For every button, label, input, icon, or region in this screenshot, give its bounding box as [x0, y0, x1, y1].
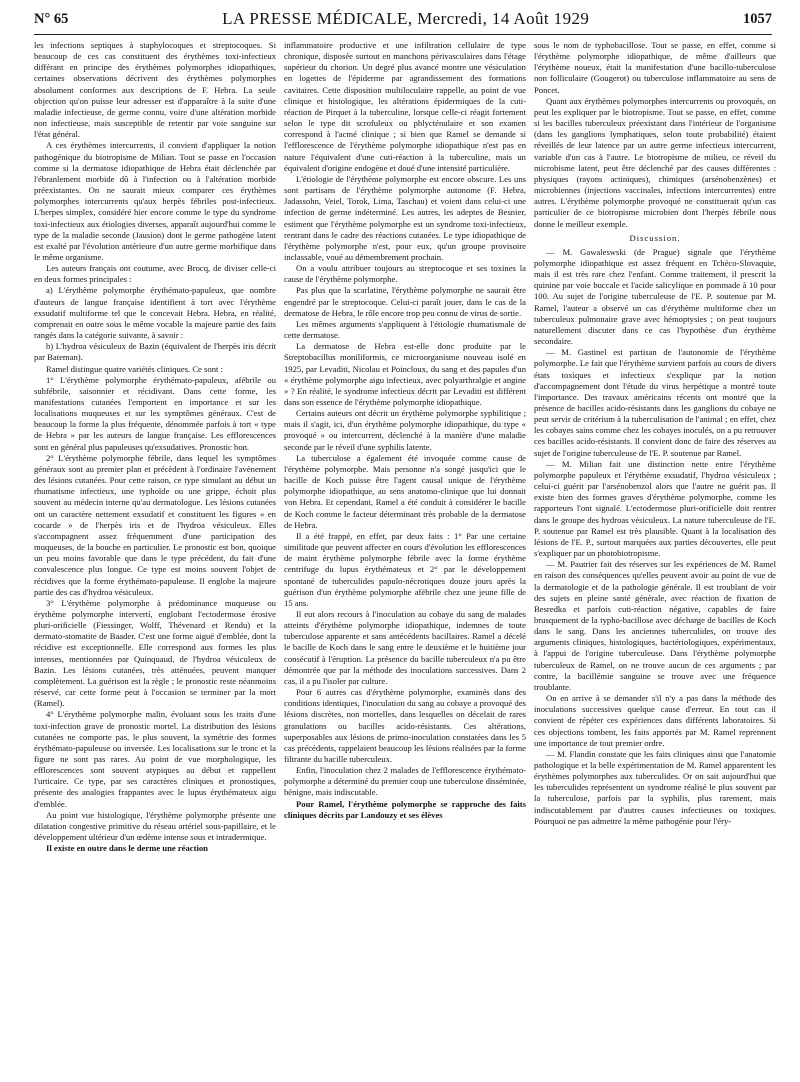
paragraph: On a voulu attribuer toujours au streptocoque et ses toxines la cause de l'érythème polymorphe.: [284, 263, 526, 285]
paragraph: Il a été frappé, en effet, par deux faits : 1° Par une certaine similitude que peuvent affecter en cours d'évolution les efflorescences de maint érythème polymorphe fébrile avec la forme érythème centrifuge du lupus érythémateux et 2° par le développement spontané de tuberculides papulo-nécrotiques douze jours après la guérison d'un érythème polymorphe afébrile chez une jeune fille de 15 ans.: [284, 530, 526, 608]
paragraph: Quant aux érythèmes polymorphes intercurrents ou provoqués, on peut les expliquer par le biotropisme. Tout se passe, en effet, comme si les bacilles tuberculeux préexistant dans l'intérieur de l'organisme (dans les ganglions lymphatiques, selon toute probabilité) étaient réveillés de leur latence par un autre germe infectieux intercurrent, variable d'un cas à l'autre. Le biotropisme de milieu, ce réveil du microbisme latent, peut être déclenché par des causes différentes : physiques (rayons actiniques), chimiques (arsénobenzènes) et microbiennes (injections vaccinales, infections intercurrentes) entre autres. L'érythème polymorphe provoqué ne constituerait qu'un cas particulier de ce biotropisme microbien dont l'herpès fébrile nous donne le meilleur exemple.: [534, 95, 776, 229]
paragraph: Ramel distingue quatre variétés cliniques. Ce sont :: [46, 363, 223, 374]
paragraph: Pour 6 autres cas d'érythème polymorphe, examinés dans des conditions identiques, l'inoculation du sang au cobaye a provoqué des lésions discrètes, non mortelles, dans lesquelles on décelait de rares granulations ou bacilles acido-résistants. Ces altérations, superposables aux lésions de primo-inoculation constatées dans les 5 cas précédents, rappelaient beaucoup les lésions réalisées par la forme filtrante du bacille tuberculeux.: [284, 687, 526, 764]
paragraph: Il eut alors recours à l'inoculation au cobaye du sang de malades atteints d'érythème polymorphe idiopathique, indemnes de toute tuberculose apparente et sans antécédents bacillaires. Ramel a décelé le bacille de Koch dans le sang entre le deuxième et le huitième jour consécutif à l'éruption. La présence du bacille tuberculeux n'a pu être démontrée que par la méthode des inoculations successives. Dans 2 cas, il a pu l'isoler par culture.: [284, 608, 526, 686]
paragraph: — M. Milian fait une distinction nette entre l'érythème polymorphe papuleux et l'érythème exsudatif, l'hydroa vésiculeux ; celui-ci guérit par l'arsénobenzol alors que l'autre ne guérit pas. Il existe bien des formes graves d'érythème polymorphe, comme les rapporteurs l'ont signalé. L'ectodermose pluri-orificielle doit rentrer dans le groupe des hydroas vésiculeux. La nature tuberculeuse de l'E. P. soutenue par Ramel est très plausible. Quant à la localisation des lésions de l'E. P., surtout marquées aux parties découvertes, elle peut s'expliquer par un photobiotropisme.: [534, 458, 776, 559]
paragraph: 1° L'érythème polymorphe érythémato-papuleux, afébrile ou subfébrile, saisonnier et récidivant. Dans cette forme, les manifestations cutanées l'emportent en importance et sur les localisations muqueuses et sur les symptômes généraux. C'est de beaucoup la forme la plus fréquente, dénommée parfois à tort « type de Hebra » par les auteurs de langue française. Les efflorescences sont en général plus papuleuses qu'exsudatives. Pronostic bon.: [34, 374, 276, 452]
paragraph: 3° L'érythème polymorphe à prédominance muqueuse ou érythème polymorphe intervertí, englobant l'ectodermose érosive pluri-orificielle (Fiessinger, Wolff, Thévenard et Rendu) et la dermato-stomatite de Baader. C'est une forme aiguë d'emblée, dont la récidive est exceptionnelle. Elle correspond aux formes les plus intenses, mentionnées par Quinquaud, de l'hydroa vésiculeux de Bazin. Les lésions cutanées, très atténuées, peuvent manquer complètement. La guérison est la règle ; le pronostic reste néanmoins réservé, car cette forme peut à l'occasion se terminer par la mort (Ramel).: [34, 597, 276, 709]
paragraph: Enfin, l'inoculation chez 2 malades de l'efflorescence érythémato-polymorphe a déterminé du premier coup une tuberculose disséminée, bénigne, mais indiscutable.: [284, 765, 526, 798]
section-heading: Discussion.: [629, 232, 681, 243]
paragraph: Il existe en outre dans le derme une réaction: [46, 843, 208, 854]
page-number: 1057: [743, 10, 772, 27]
paragraph: b) L'hydroa vésiculeux de Bazin (équivalent de l'herpès iris décrit par Bateman).: [34, 341, 276, 363]
paragraph: sous le nom de typhobacillose. Tout se passe, en effet, comme si l'érythème polymorphe idiopathique, de même d'ailleurs que l'érythème noueux, était la manifestation d'une bacillo-tuberculose non folliculaire (Gougerot) ou tuberculose inflammatoire au sens de Poncet.: [534, 40, 776, 95]
page-header: [34, 4, 772, 35]
paragraph: a) L'érythème polymorphe érythémato-papuleux, que nombre d'auteurs de langue française identifient à tort avec l'érythème exsudatif multiforme tel que le concevait Hebra. Hebra, en réalité, comprenait en outre sous le même vocable la majeure partie des faits rangés dans la catégorie suivante, à savoir :: [34, 285, 276, 341]
paragraph: — M. Gawaleswski (de Prague) signale que l'érythème polymorphe idiopathique est assez fréquent en Tchéco-Slovaquie, mais il est très rare chez l'enfant. Comme traitement, il prescrit la quinine par voie buccale et l'acide salicylique en pommade à 10 pour 100. Au sujet de l'origine tuberculeuse de l'E. P. soutenue par M. Ramel, l'auteur a observé un cas d'érythème multiforme chez un tuberculeux pulmonaire grave avec hémoptysies ; on peut toujours naturellement discuter dans ce cas l'hypothèse d'un érythème secondaire.: [534, 246, 776, 347]
paragraph: La tuberculose a également été invoquée comme cause de l'érythème polymorphe. Mais personne n'a songé jusqu'ici que le bacille de Koch puisse être l'agent causal unique de l'érythème polymorphe idiopathique, au sens anatomo-clinique que lui donnait von Hebra. Et cependant, Ramel a été conduit à considérer le bacille de Koch comme le facteur déterminant très probable de la dermatose de Hebra.: [284, 452, 526, 530]
paragraph: — M. Gastinel est partisan de l'autonomie de l'érythème polymorphe. Le fait que l'érythème survient parfois au cours de divers états toxiques et infectieux s'explique par la notion d'accompagnement dont l'étude du virus herpétique a montré toute l'importance. Des travaux américains récents ont montré que la présence de bacilles acido-résistants dans les ganglions du cobaye ne peut servir de critérium à la tuberculisation de l'animal ; en effet, chez les cobayes sains comme chez les cobayes inoculés, on a pu retrouver ces bacilles acido-résistants. Il convient donc de faire des réserves au sujet de l'origine tuberculeuse de l'E. P. soutenue par Ramel.: [534, 347, 776, 458]
column-middle: [284, 40, 526, 1076]
paragraph: On en arrive à se demander s'il n'y a pas dans la méthode des inoculations successives quelque cause d'erreur. En tout cas il convient de répéter ces expériences dans différents laboratoires. Si ces objections tombent, les faits apportés par M. Ramel reprennent une importance de tout premier ordre.: [534, 693, 776, 748]
paragraph: L'étiologie de l'érythème polymorphe est encore obscure. Les uns sont partisans de l'érythème polymorphe autonome (F. Hebra, Jadassohn, Veiel, Torok, Lima, Taschau) et voient dans celui-ci une infection de germe indéterminé. Les autres, les adeptes de Besnier, estiment que l'érythème polymorphe est un syndrome toxi-infectieux, rentrant dans le cadre des réactions cutanées. Le type idiopathique de l'érythème polymorphe n'est, pour eux, qu'un groupe provisoire inclassable, voué au démembrement prochain.: [284, 173, 526, 262]
paragraph: 2° L'érythème polymorphe fébrile, dans lequel les symptômes généraux sont au premier plan et précèdent à l'ordinaire l'avènement des lésions cutanées. Pour cette raison, ce type simulant au début un rhumatisme infectieux, une typhoïde ou une grippe, échoit plus souvent au médecin interne qu'au dermatologue. Les lésions cutanées ont un caractère nettement exsudatif et constituent les figures « en cocarde » de l'herpès iris et de l'hydroa vésiculeux. Elles s'accompagnent assez fréquemment d'une participation des muqueuses, de la bouche en particulier. Le pronostic est bon, quoique un peu moins favorable que dans le type précédent, du fait d'une convalescence plus longue. Ce type est moins souvent l'objet de récidives que la forme érythémato-papuleuse. Il englobe la majeure partie des cas d'hydroa vésiculeux.: [34, 452, 276, 597]
column-left: [34, 40, 276, 1076]
paragraph: — M. Pautrier fait des réserves sur les expériences de M. Ramel en raison des conséquences qu'elles peuvent avoir au point de vue de la dermatologie et de la pathologie générale. Il est troublant de voir des sujets en pleine santé générale, avec réaction de fixation de Besredka et parfois cuti-réaction négative, capables de faire brusquement de la typho-bacillose avec décharge de bacilles de Koch dans le sang. Dans les anciennes tuberculides, on trouve des arguments cliniques, histologiques, bactériologiques, expérimentaux, à l'appui de l'origine tuberculeuse. Dans l'érythème polymorphe tuberculeux de Ramel, on ne trouve aucun de ces arguments ; par contre, la bacillémie sanguine se trouve avec une fréquence troublante.: [534, 559, 776, 692]
issue-number: N° 65: [34, 10, 69, 27]
paragraph: les infections septiques à staphylocoques et streptocoques. Si beaucoup de ces cas constituent des érythèmes toxi-infectieux différant en principe des érythèmes polymorphes idiopathiques, certaines observations décrivent des érythèmes polymorphes absolument conformes aux descriptions de F. Hebra. La seule objection qu'on puisse leur adresser est d'apparaître à la suite d'une maladie infectieuse, de germe connu, voire d'une altération morbide non infectieuse, mais susceptible de retentir par voie sanguine sur l'état général.: [34, 40, 276, 140]
paragraph: Pas plus que la scarlatine, l'érythème polymorphe ne saurait être engendré par le streptocoque. Celui-ci paraît jouer, dans le cas de la dermatose de Hebra, le rôle encore trop peu connu de virus de sortie.: [284, 285, 526, 318]
paragraph: A ces érythèmes intercurrents, il convient d'appliquer la notion pathogénique du biotropisme de Milian. Tout se passe en l'occasion comme si la dermatose idiopathique de Hebra était déclenchée par l'ébranlement morbide dû à l'infection ou à l'altération morbide préexistantes. On ne saurait mieux comparer ces érythèmes polymorphes intercurrents qu'aux herpès fébriles post-infectieux. L'herpes simplex, considéré hier encore comme le type du syndrome toxi-infectieux aux étiologies diverses, apparaît aujourd'hui comme le type de la maladie seconde (Jausion) dont le germe pathogène latent est exalté par l'évolution antérieure d'un autre germe morbifique dans le même organisme.: [34, 140, 276, 262]
column-right: [534, 40, 776, 1076]
text-columns: [34, 40, 776, 1076]
paragraph: 4° L'érythème polymorphe malin, évoluant sous les traits d'une toxi-infection grave de pronostic mortel. La distribution des lésions cutanées ne comporte pas, le plus souvent, la symétrie des formes érythémato-papuleuse ou inversée. Les localisations sur le tronc et la figure ne sont pas rares. Au point de vue morphologique, les efflorescences sont souvent atypiques au début et rappellent l'urticaire. Ce type, par ses caractères cliniques et pronostiques, présente des analogies frappantes avec le lupus érythémateux aigu d'emblée.: [34, 709, 276, 809]
paragraph: — M. Flandin constate que les faits cliniques ainsi que l'anatomie pathologique et la belle expérimentation de M. Ramel apparentent les érythèmes polymorphes aux tuberculides. Or on sait aujourd'hui que les tuberculides représentent un syndrome réalisé le plus souvent par la tuberculose, parfois par la syphilis, plus rarement, mais indiscutablement par d'autres causes infectieuses ou toxiques. Pourquoi ne pas admettre la même pathogénie pour l'éry-: [534, 748, 776, 826]
paragraph: La dermatose de Hebra est-elle donc produite par le Streptobacillus moniliformis, ce microorganisme nouveau isolé en 1925, par Levaditi, Nicolau et Poincloux, du sang et des papules d'un « érythème polymorphe aigu infectieux, avec polyarthralgie et angine » ? En réalité, le syndrome infectieux décrit par Levaditi est différent dans son essence de l'érythème polymorphe idiopathique.: [284, 341, 526, 407]
paragraph: Les mêmes arguments s'appliquent à l'étiologie rhumatismale de cette dermatose.: [284, 318, 526, 341]
paragraph: Au point vue histologique, l'érythème polymorphe présente une dilatation congestive primitive du réseau artériel sous-papillaire, et le développement ultérieur d'un œdème intense sous et intradermique.: [34, 809, 276, 843]
paragraph: Les auteurs français ont coutume, avec Brocq, de diviser celle-ci en deux formes principales :: [34, 263, 276, 285]
paragraph: inflammatoire productive et une infiltration cellulaire de type chronique, disposée surtout en manchons périvasculaires dans l'étage supérieur du chorion. Un degré plus avancé montre une vésiculation en logettes de l'épiderme par agrandissement des formations cavitaires. Cette disposition multiloculaire rappelle, au point de vue clinique et histologique, les altérations épidermiques de la cuti-réaction de Pirquet à la tuberculine, lorsque celle-ci réagit fortement selon le type dit scrofuleux ou phlycténulaire et son examen correspond à l'acmé clinique ; si bien que Ramel se demande si l'efflorescence de l'érythème polymorphe idiopathique n'est pas en nature l'équivalent d'une cuti-réaction à la tuberculine, mais un équivalent d'origine endogène et doué d'une intensité particulière.: [284, 40, 526, 173]
paragraph: Pour Ramel, l'érythème polymorphe se rapproche des faits cliniques décrits par Landouzy et ses élèves: [284, 798, 526, 820]
paragraph: Certains auteurs ont décrit un érythème polymorphe syphilitique ; mais il s'agit, ici, d'un érythème polymorphe idiopathique, du type « provoqué » ou intercurrent, déclenché à la manière d'une maladie seconde par le réveil d'une syphilis latente.: [284, 408, 526, 452]
journal-title: LA PRESSE MÉDICALE, Mercredi, 14 Août 1929: [222, 9, 590, 28]
